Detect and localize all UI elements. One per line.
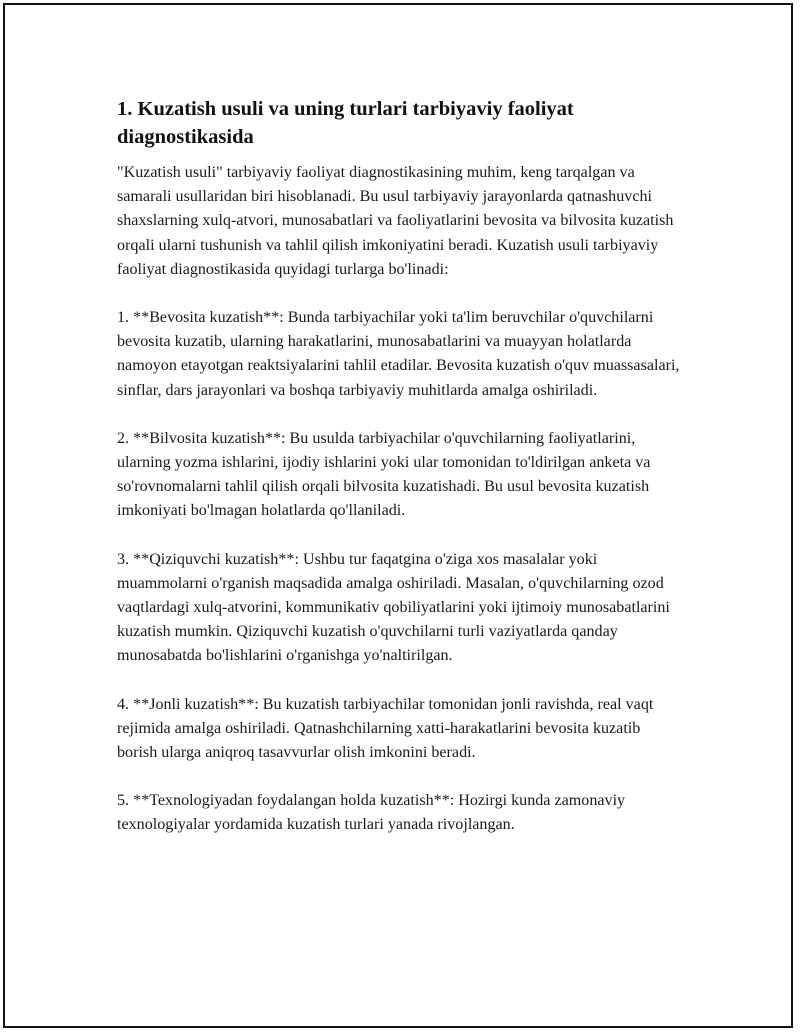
section-heading: 1. Kuzatish usuli va uning turlari tarbiyaviy faoliyat diagnostikasida [117, 98, 574, 148]
paragraph-jonli-kuzatish: 4. **Jonli kuzatish**: Bu kuzatish tarbiyachilar tomonidan jonli ravishda, real vaqt rejimida amalga oshiriladi. Qatnashchilarning xatti-harakatlarini bevosita kuzatib borish ularga aniqroq tasavvurlar olish imkonini beradi. [117, 695, 654, 762]
document-body [117, 95, 682, 862]
paragraph-qiziquvchi-kuzatish: 3. **Qiziquvchi kuzatish**: Ushbu tur faqatgina o'ziga xos masalalar yoki muammolarni o'rganish maqsadida amalga oshiriladi. Masalan, o'quvchilarning ozod vaqtlardagi xulq-atvorini, kommunikativ qobiliyatlarini yoki ijtimoiy munosabatlarini kuzatish mumkin. Qiziquvchi kuzatish o'quvchilarni turli vaziyatlarda qanday munosabatda bo'lishlarini o'rganishga yo'naltirilgan. [117, 550, 670, 665]
intro-paragraph: "Kuzatish usuli" tarbiyaviy faoliyat diagnostikasining muhim, keng tarqalgan va samarali usullaridan biri hisoblanadi. Bu usul tarbiyaviy jarayonlarda qatnashuvchi shaxslarning xulq-atvori, munosabatlari va faoliyatlarini bevosita va bilvosita kuzatish orqali ularni tushunish va tahlil qilish imkoniyatini beradi. Kuzatish usuli tarbiyaviy faoliyat diagnostikasida quyidagi turlarga bo'linadi: [117, 164, 674, 278]
paragraph-bevosita-kuzatish: 1. **Bevosita kuzatish**: Bunda tarbiyachilar yoki ta'lim beruvchilar o'quvchilarni bevosita kuzatib, ularning harakatlarini, munosabatlarini va muayyan holatlarda namoyon etayotgan reaktsiyalarini tahlil etadilar. Bevosita kuzatish o'quv muassasalari, sinflar, dars jarayonlari va boshqa tarbiyaviy muhitlarda amalga oshiriladi. [117, 309, 680, 399]
paragraph-bilvosita-kuzatish: 2. **Bilvosita kuzatish**: Bu usulda tarbiyachilar o'quvchilarning faoliyatlarini, ularning yozma ishlarini, ijodiy ishlarini yoki ular tomonidan to'ldirilgan anketa va so'rovnomalarni tahlil qilish orqali bilvosita kuzatishadi. Bu usul bevosita kuzatish imkoniyati bo'lmagan holatlarda qo'llaniladi. [117, 429, 651, 520]
paragraph-texnologiya-kuzatish: 5. **Texnologiyadan foydalangan holda kuzatish**: Hozirgi kunda zamonaviy texnologiyalar yordamida kuzatish turlari yanada rivojlangan. [117, 792, 626, 834]
